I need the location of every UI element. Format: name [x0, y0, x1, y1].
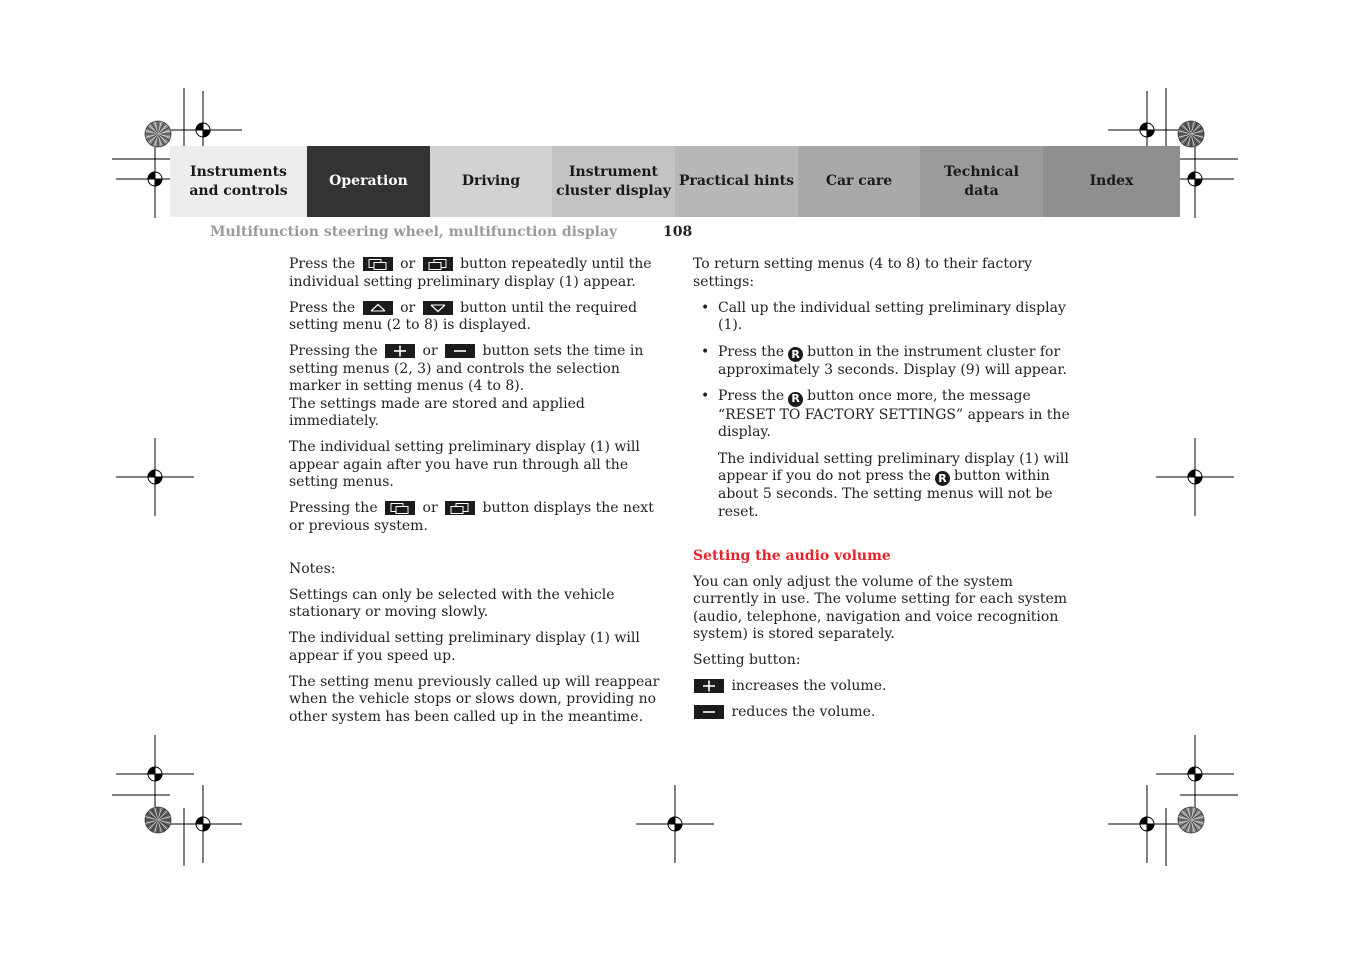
text: button until the required setting menu (2 to 8) is displayed. — [289, 299, 638, 333]
bullet-list — [693, 300, 1073, 442]
tab-index[interactable]: Index — [1043, 146, 1180, 217]
section-heading: Setting the audio volume — [693, 547, 891, 564]
text: The settings made are stored and applied immediately. — [289, 395, 585, 429]
minus-icon — [694, 705, 724, 719]
reset-button-icon: R — [788, 392, 803, 407]
paragraph — [693, 451, 1073, 522]
registration-crosshair-icon — [1108, 785, 1186, 863]
reset-button-icon: R — [935, 471, 950, 486]
text: reduces the volume. — [731, 704, 876, 721]
chapter-tabs — [170, 146, 1180, 217]
plus-icon — [694, 679, 724, 693]
volume-up-line — [691, 678, 1073, 696]
text: or — [400, 256, 416, 272]
text: Press the — [718, 388, 785, 405]
reset-button-icon: R — [788, 347, 803, 362]
paragraph: You can only adjust the volume of the system currently in use. The volume setting for each system (audio, telephone, navigation and voice recognition system) is stored separately. — [693, 573, 1068, 643]
registration-crosshair-icon — [164, 785, 242, 863]
text: Pressing the — [289, 500, 378, 516]
registration-crosshair-icon — [1156, 438, 1234, 516]
list-item: • Call up the individual setting preliminary display (1). — [693, 300, 1073, 335]
paragraph — [289, 500, 669, 535]
screen-next-icon — [385, 501, 415, 515]
tab-driving[interactable]: Driving — [430, 146, 552, 217]
paragraph: The individual setting preliminary display (1) will appear again after you have run through all the setting menus. — [289, 439, 640, 490]
text: Press the — [289, 256, 356, 272]
paragraph — [289, 343, 669, 431]
text: The individual setting preliminary display (1) will appear if you do not press the — [718, 450, 1069, 484]
registration-starburst-icon — [1178, 807, 1204, 833]
text: increases the volume. — [731, 678, 887, 695]
paragraph — [289, 300, 669, 335]
text: Press the — [718, 343, 785, 360]
text: button sets the time in setting menus (2, 3) and controls the selection marker in setting menus (4 to 8). — [289, 343, 644, 394]
registration-crosshair-icon — [116, 438, 194, 516]
tab-practical-hints[interactable]: Practical hints — [675, 146, 798, 217]
tab-instrument-cluster-display[interactable]: Instrument cluster display — [552, 146, 675, 217]
registration-starburst-icon — [1178, 121, 1204, 147]
registration-crosshair-icon — [116, 735, 194, 813]
text: button repeatedly until the individual setting preliminary display (1) appear. — [289, 256, 652, 290]
text: or — [422, 500, 438, 516]
screen-next-icon — [363, 257, 393, 271]
tab-technical-data[interactable]: Technical data — [920, 146, 1043, 217]
note: The individual setting preliminary display (1) will appear if you speed up. — [289, 630, 640, 664]
right-column — [693, 256, 1073, 730]
arrow-up-icon — [363, 301, 393, 315]
section-title: Multifunction steering wheel, multifunction display — [210, 224, 618, 240]
paragraph: To return setting menus (4 to 8) to their factory settings: — [693, 256, 1032, 290]
tab-instruments-and-controls[interactable]: Instruments and controls — [170, 146, 307, 217]
text: or — [422, 343, 438, 359]
screen-prev-icon — [445, 501, 475, 515]
tab-operation[interactable]: Operation — [307, 146, 430, 217]
registration-crosshair-icon — [1156, 735, 1234, 813]
registration-starburst-icon — [145, 121, 171, 147]
registration-starburst-icon — [145, 807, 171, 833]
tab-car-care[interactable]: Car care — [798, 146, 920, 217]
paragraph: Setting button: — [693, 652, 801, 669]
paragraph — [289, 256, 669, 291]
plus-icon — [385, 344, 415, 358]
text: button once more, the message “RESET TO FACTORY SETTINGS” appears in the display. — [718, 388, 1070, 440]
page-number: 108 — [663, 224, 693, 240]
volume-down-line — [691, 704, 1073, 722]
minus-icon — [445, 344, 475, 358]
text: button in the instrument cluster for approximately 3 seconds. Display (9) will appear. — [718, 343, 1067, 378]
text: button within about 5 seconds. The setting menus will not be reset. — [718, 468, 1053, 520]
text: Press the — [289, 299, 356, 316]
list-item — [693, 344, 1073, 380]
notes-label: Notes: — [289, 560, 336, 577]
list-item — [693, 388, 1073, 441]
left-column — [289, 256, 669, 735]
registration-crosshair-icon — [636, 785, 714, 863]
note: The setting menu previously called up will reappear when the vehicle stops or slows down, providing no other system has been called up in the meantime. — [289, 673, 660, 725]
text: Pressing the — [289, 343, 378, 359]
text: or — [400, 299, 416, 316]
text: button displays the next or previous system. — [289, 500, 654, 534]
note: Settings can only be selected with the vehicle stationary or moving slowly. — [289, 586, 615, 620]
arrow-down-icon — [423, 301, 453, 315]
screen-prev-icon — [423, 257, 453, 271]
